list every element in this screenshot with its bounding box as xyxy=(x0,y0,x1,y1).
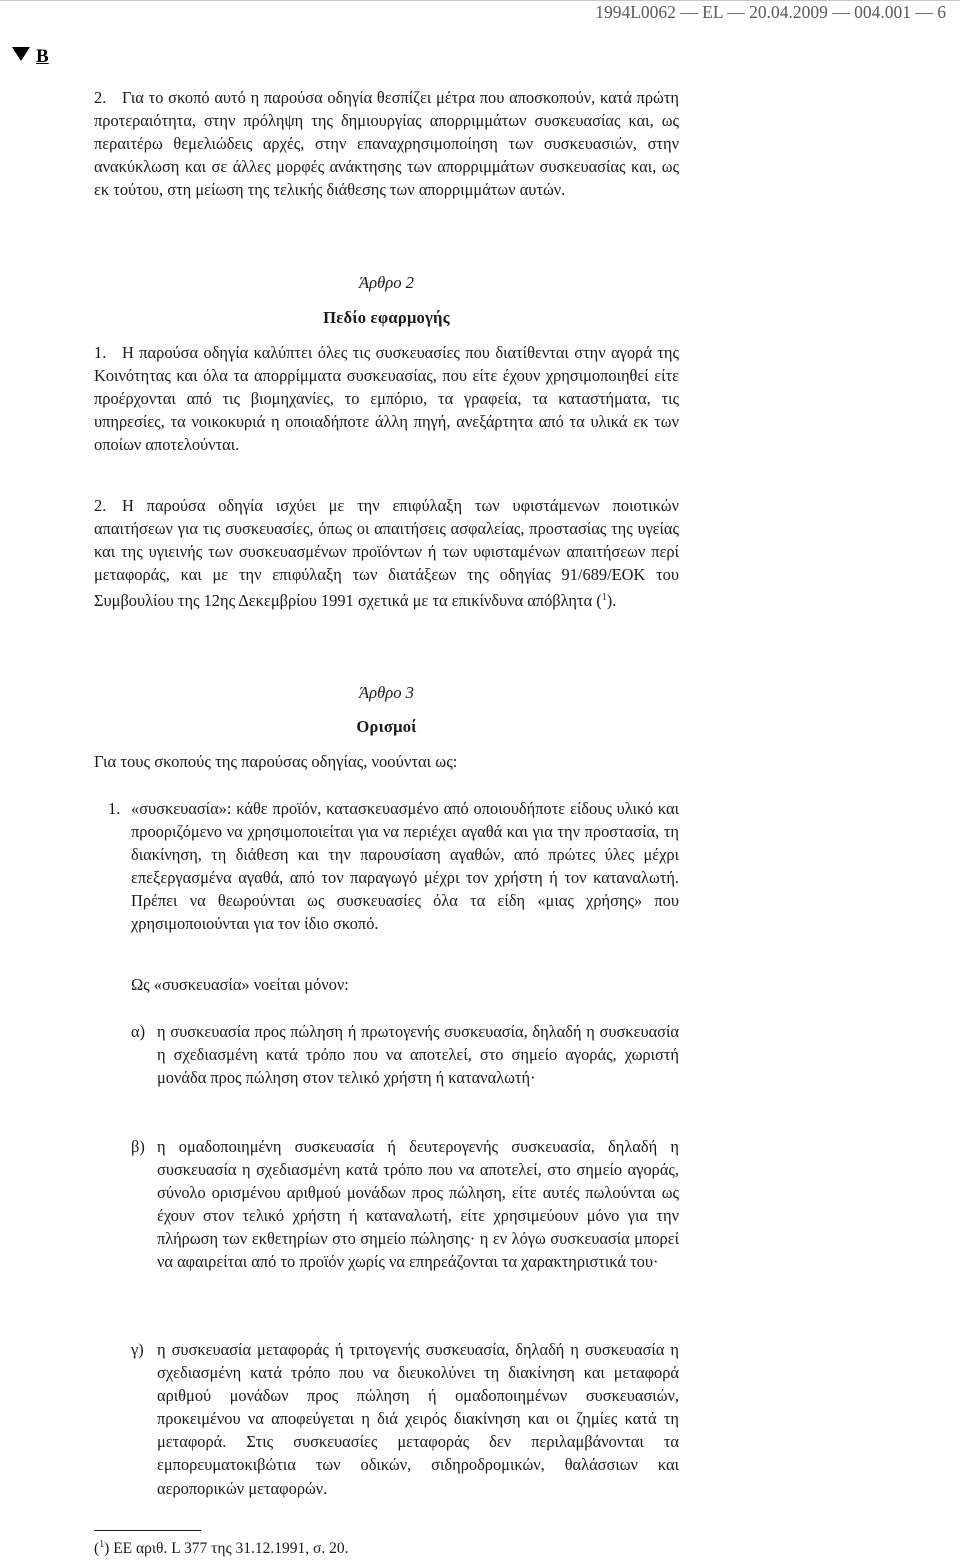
article3-heading: Ορισμοί xyxy=(356,717,417,736)
article2-paragraph-2 xyxy=(94,494,679,612)
paragraph-number: 2. xyxy=(94,496,107,515)
definition-1 xyxy=(94,797,679,936)
list-item xyxy=(94,1020,679,1089)
paragraph-text: Η παρούσα οδηγία καλύπτει όλες τις συσκευασίες που διατίθενται στην αγορά της Κοινότητας και όλα τα απορρίμματα συσκευασίας, που είτε έχουν χρησιμοποιηθεί είτε προέρχονται από τις βιομηχανίες, το εμπόριο, τα γραφεία, τα καταστήματα, τις υπηρεσίες, τα νοικοκυριά η οποιαδήποτε άλλη πηγή, ανεξάρτητα από τα υλικά εκ των οποίων αποτελούνται. xyxy=(94,343,679,455)
footnote-text: ΕΕ αριθ. L 377 της 31.12.1991, σ. 20. xyxy=(113,1540,349,1557)
article3-intro: Για τους σκοπούς της παρούσας οδηγίας, νοούνται ως: xyxy=(94,752,458,771)
list-item xyxy=(94,1338,679,1500)
article2-title: Άρθρο 2 xyxy=(359,273,414,292)
paragraph-number: 2. xyxy=(94,88,107,107)
item-label: β) xyxy=(131,1137,145,1156)
footnote: ($^1$) ΕΕ αριθ. L 377 της 31.12.1991, σ. 20. xyxy=(94,1539,349,1557)
paragraph-end: ). xyxy=(606,591,617,611)
paragraph-number: 1. xyxy=(94,343,107,362)
paragraph-text: Η παρούσα οδηγία ισχύει με την επιφύλαξη των υφιστάμενων ποιοτικών απαιτήσεων για τις συσκευασίες, όπως οι απαιτήσεις ασφαλείας, προστασίας της υγείας και της υγιεινής των συσκευασμένων προϊόντων ή των υφισταμένων απαιτήσεων περί μεταφοράς, και με την επιφύλαξη των διατάξεων της οδηγίας 91/689/ΕΟΚ του Συμβουλίου της 12ης Δεκεμβρίου 1991 σχετικά με τα επικίνδυνα απόβλητα ( xyxy=(94,496,679,611)
article2-heading: Πεδίο εφαρμογής xyxy=(323,308,450,327)
article2-paragraph-1 xyxy=(94,341,679,456)
definition-number: 1. xyxy=(108,799,121,818)
list-item xyxy=(94,1135,679,1274)
footnote-reference[interactable]: 1 xyxy=(601,592,607,604)
item-text: η συσκευασία προς πώληση ή πρωτογενής συσκευασία, δηλαδή η συσκευασία η σχεδιασμένη κατά τρόπο που να αποτελεί, στο σημείο αγοράς, χωριστή μονάδα προς πώληση στον τελικό χρήστη ή καταναλωτή· xyxy=(157,1022,679,1088)
packaging-only-intro: Ως «συσκευασία» νοείται μόνον: xyxy=(131,975,349,994)
item-text: η ομαδοποιημένη συσκευασία ή δευτερογενής συσκευασία, δηλαδή η συσκευασία η σχεδιασμένη κατά τρόπο που να αποτελεί, στο σημείο αγοράς, σύνολο ορισμένου αριθμού μονάδων προς πώληση, είτε αυτές πωλούνται ως έχουν στον τελικό χρήστη ή καταναλωτή, είτε χρησιμεύουν μόνο για την πλήρωση των εκθετηρίων στο σημείο πώλησης· η εν λόγω συσκευασία μπορεί να αφαιρείται από το προϊόν χωρίς να επηρεάζονται τα χαρακτηριστικά του· xyxy=(157,1137,679,1272)
marker-label: B xyxy=(36,46,49,67)
version-marker[interactable] xyxy=(12,46,49,68)
header-rule xyxy=(0,0,960,1)
article1-paragraph-2 xyxy=(94,86,679,201)
paragraph-text: Για το σκοπό αυτό η παρούσα οδηγία θεσπίζει μέτρα που αποσκοπούν, κατά πρώτη προτεραιότητα, στην πρόληψη της δημιουργίας απορριμμάτων συσκευασίας και, ως περαιτέρω θεμελιώδεις αρχές, στην επαναχρησιμοποίηση των συσκευασιών, στην ανακύκλωση και σε άλλες μορφές ανάκτησης των απορριμμάτων συσκευασίας και, ως εκ τούτου, στη μείωση της τελικής διάθεσης των απορριμμάτων αυτών. xyxy=(94,88,679,200)
footnote-rule xyxy=(94,1530,201,1531)
triangle-down-icon xyxy=(12,47,30,61)
running-header: 1994L0062 — EL — 20.04.2009 — 004.001 — 6 xyxy=(595,2,946,22)
item-label: α) xyxy=(131,1022,146,1041)
footnote-marker: 1 xyxy=(99,1539,105,1550)
definition-text: «συσκευασία»: κάθε προϊόν, κατασκευασμένο από οποιουδήποτε είδους υλικό και προοριζόμενο να χρησιμοποιείται για να περιέχει αγαθά και για την προστασία, τη διακίνηση, τη διάθεση και την παρουσίαση αγαθών, από πρώτες ύλες μέχρι επεξεργασμένα αγαθά, από τον παραγωγό μέχρι τον χρήστη ή τον καταναλωτή. Πρέπει να θεωρούνται ως συσκευασίες όλα τα είδη «μιας χρήσης» που χρησιμοποιούνται για τον ίδιο σκοπό. xyxy=(131,799,679,934)
article3-title: Άρθρο 3 xyxy=(359,683,414,702)
item-text: η συσκευασία μεταφοράς ή τριτογενής συσκευασία, δηλαδή η συσκευασία η σχεδιασμένη κατά τρόπο που να διευκολύνει τη διακίνηση και μεταφορά αριθμού μονάδων προς πώληση ή ομαδοποιημένων συσκευασιών, προκειμένου να αποφεύγεται η διά χειρός διακίνηση και οι ζημίες κατά τη μεταφορά. Στις συσκευασίες μεταφοράς δεν περιλαμβάνονται τα εμπορευματοκιβώτια των οδικών, σιδηροδρομικών, θαλάσσιων και αεροπορικών μεταφορών. xyxy=(157,1340,679,1498)
item-label: γ) xyxy=(131,1340,144,1359)
